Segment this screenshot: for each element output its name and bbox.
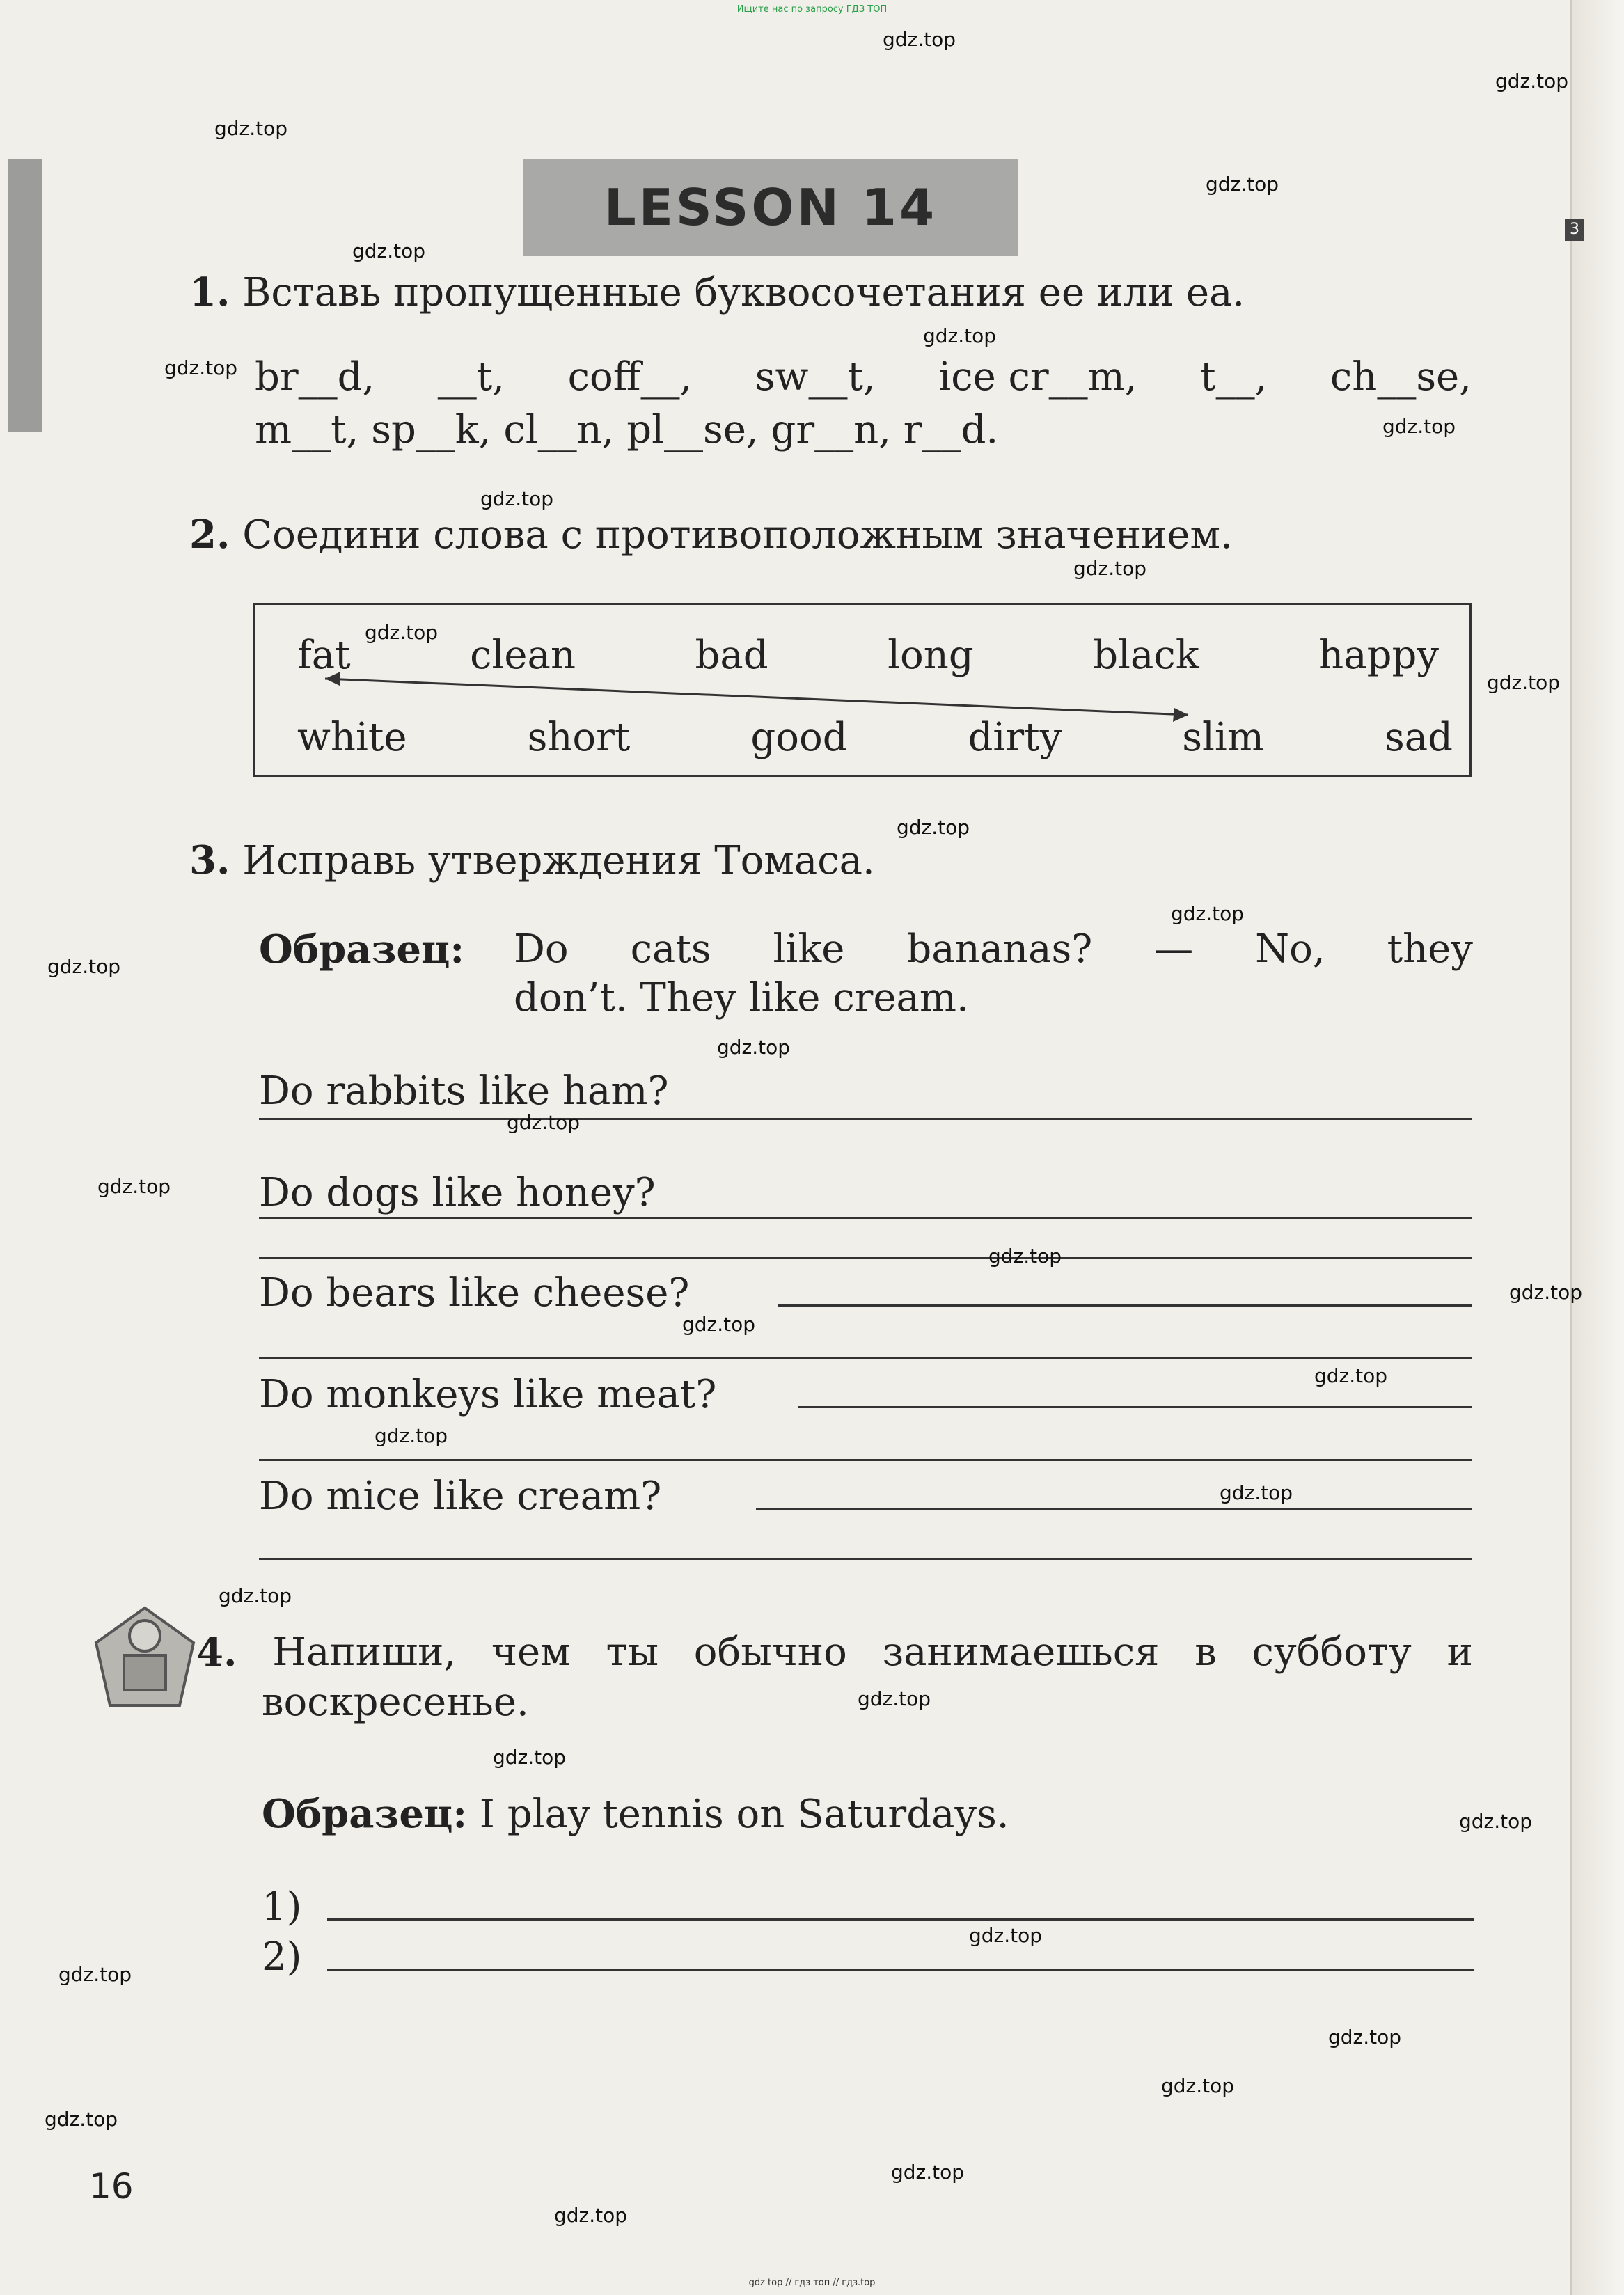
ex3-question: Do rabbits like ham? <box>259 1068 669 1114</box>
watermark: gdz.top <box>375 1424 448 1447</box>
watermark: gdz.top <box>97 1175 171 1198</box>
sample-word: No, <box>1255 926 1325 972</box>
answer-line[interactable] <box>756 1508 1472 1510</box>
watermark: gdz.top <box>1459 1810 1533 1833</box>
lesson-title: LESSON 14 <box>604 178 938 237</box>
mascot-icon <box>82 1594 207 1719</box>
ex3-heading <box>189 837 875 883</box>
watermark: gdz.top <box>219 1584 292 1607</box>
ex1-word: sw__t, <box>755 354 876 400</box>
watermark: gdz.top <box>682 1313 756 1336</box>
ex1-word: ch__se, <box>1330 354 1472 400</box>
watermark: gdz.top <box>1495 70 1569 93</box>
answer-line[interactable] <box>259 1558 1472 1560</box>
ex4-heading-line1 <box>196 1630 1473 1675</box>
bottom-note: gdz top // гдз топ // гдз.top <box>748 2278 876 2288</box>
opposite-word: dirty <box>968 715 1062 760</box>
ex3-question: Do monkeys like meat? <box>259 1372 717 1417</box>
watermark: gdz.top <box>45 2108 118 2131</box>
ex1-word: coff__, <box>567 354 693 400</box>
watermark: gdz.top <box>507 1111 581 1134</box>
watermark: gdz.top <box>1314 1364 1388 1387</box>
opposite-word: long <box>888 633 974 678</box>
ex1-word: t__, <box>1200 354 1268 400</box>
watermark: gdz.top <box>1206 173 1279 196</box>
answer-line[interactable] <box>798 1406 1472 1408</box>
page-edge <box>1570 0 1624 2295</box>
opposite-word: happy <box>1318 633 1439 678</box>
ex4-word: ты <box>606 1630 659 1675</box>
watermark: gdz.top <box>365 621 439 644</box>
answer-line[interactable] <box>259 1217 1472 1219</box>
watermark: gdz.top <box>164 356 238 379</box>
ex2-heading <box>189 512 1233 558</box>
opposite-word: black <box>1093 633 1199 678</box>
ex3-sample-line1 <box>514 926 1473 972</box>
watermark: gdz.top <box>47 955 121 978</box>
side-tab <box>8 159 42 432</box>
ex3-question: Do bears like cheese? <box>259 1270 690 1316</box>
watermark: gdz.top <box>1171 902 1245 925</box>
watermark: gdz.top <box>923 324 997 347</box>
watermark: gdz.top <box>1073 557 1147 580</box>
watermark: gdz.top <box>897 816 970 839</box>
ex1-word: ice cr__m, <box>938 354 1137 400</box>
ex4-item-label: 2) <box>262 1934 302 1980</box>
answer-line[interactable] <box>327 1918 1474 1921</box>
ex3-question: Do mice like cream? <box>259 1474 662 1519</box>
opposite-word: good <box>750 715 848 760</box>
side-page-marker: 3 <box>1565 219 1584 241</box>
watermark: gdz.top <box>1487 671 1561 694</box>
watermark: gdz.top <box>1382 415 1456 438</box>
answer-line[interactable] <box>259 1459 1472 1461</box>
ex4-word: в <box>1195 1630 1217 1675</box>
answer-line[interactable] <box>259 1357 1472 1359</box>
sample-word: bananas? <box>906 926 1093 972</box>
ex4-word: занимаешься <box>882 1630 1160 1675</box>
sample-word: — <box>1154 926 1194 972</box>
watermark: gdz.top <box>352 239 426 262</box>
ex4-word: обычно <box>693 1630 847 1675</box>
ex4-heading-line2: воскресенье. <box>262 1680 529 1725</box>
sample-word: like <box>773 926 845 972</box>
watermark: gdz.top <box>554 2204 628 2227</box>
watermark: gdz.top <box>214 117 288 140</box>
top-note: Ищите нас по запросу ГДЗ ТОП <box>736 4 888 15</box>
ex4-word: чем <box>491 1630 571 1675</box>
sample-word: cats <box>630 926 711 972</box>
ex2-number: 2. <box>189 512 230 558</box>
watermark: gdz.top <box>1161 2074 1235 2097</box>
opposite-word: bad <box>695 633 768 678</box>
ex4-item-label: 1) <box>262 1884 302 1930</box>
ex4-sample-label: Образец: <box>262 1791 467 1837</box>
watermark: gdz.top <box>58 1963 132 1986</box>
answer-line[interactable] <box>327 1969 1474 1971</box>
ex1-word: __t, <box>437 354 505 400</box>
answer-line[interactable] <box>259 1257 1472 1259</box>
watermark: gdz.top <box>480 487 554 510</box>
ex1-number: 1. <box>189 269 230 315</box>
ex1-line1 <box>255 354 1472 400</box>
ex4-number: 4. <box>196 1630 237 1675</box>
answer-line[interactable] <box>259 1118 1472 1120</box>
ex1-line2: m__t, sp__k, cl__n, pl__se, gr__n, r__d. <box>255 407 999 452</box>
watermark: gdz.top <box>891 2161 965 2184</box>
watermark: gdz.top <box>858 1687 931 1710</box>
ex3-question: Do dogs like honey? <box>259 1170 656 1215</box>
ex1-instruction: Вставь пропущенные буквосочетания ee или ea. <box>242 270 1245 315</box>
sample-word: they <box>1387 926 1473 972</box>
ex1-heading <box>189 269 1245 315</box>
ex3-sample-line2: don’t. They like cream. <box>514 975 969 1020</box>
opposite-word: short <box>527 715 631 760</box>
ex4-word: субботу <box>1252 1630 1412 1675</box>
opposite-word: slim <box>1182 715 1264 760</box>
watermark: gdz.top <box>1509 1281 1583 1304</box>
lesson-header <box>523 159 1018 256</box>
ex4-sample <box>262 1791 1009 1837</box>
watermark: gdz.top <box>988 1245 1062 1268</box>
matching-arrow-icon <box>255 605 1474 779</box>
watermark: gdz.top <box>1220 1481 1293 1504</box>
sample-word: Do <box>514 926 569 972</box>
ex1-word: br__d, <box>255 354 375 400</box>
ex3-instruction: Исправь утверждения Томаса. <box>242 838 875 883</box>
ex4-word: и <box>1446 1630 1473 1675</box>
opposite-word: sad <box>1384 715 1453 760</box>
watermark: gdz.top <box>883 28 956 51</box>
ex4-word: Напиши, <box>272 1630 457 1675</box>
page-number: 16 <box>89 2166 134 2207</box>
opposite-word: fat <box>297 633 351 678</box>
answer-line[interactable] <box>778 1304 1472 1307</box>
watermark: gdz.top <box>1328 2026 1402 2049</box>
ex4-sample-text: I play tennis on Saturdays. <box>479 1792 1009 1837</box>
ex2-instruction: Соедини слова с противоположным значением. <box>242 512 1233 558</box>
opposite-word: white <box>297 715 407 760</box>
watermark: gdz.top <box>969 1924 1043 1947</box>
watermark: gdz.top <box>493 1746 567 1769</box>
ex3-number: 3. <box>189 837 230 883</box>
watermark: gdz.top <box>717 1036 791 1059</box>
opposite-word: clean <box>470 633 576 678</box>
ex3-sample-label: Образец: <box>259 926 464 972</box>
